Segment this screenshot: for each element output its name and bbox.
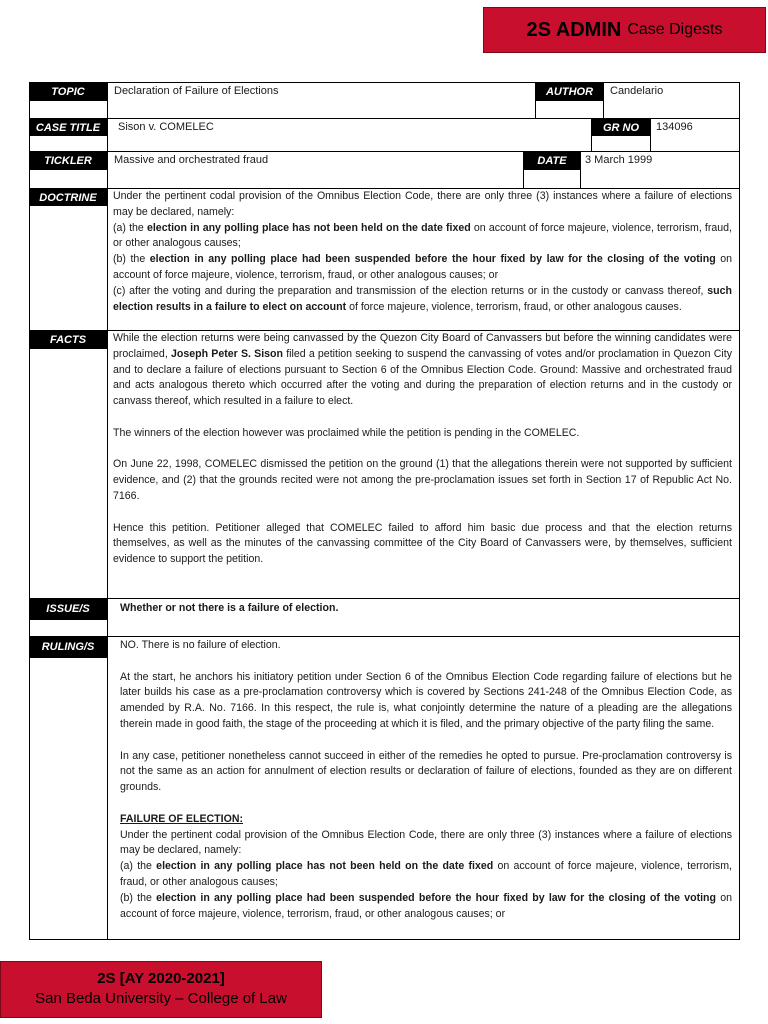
table-divider-grno-value xyxy=(650,118,651,151)
table-row-line xyxy=(29,939,740,940)
table-row-line xyxy=(29,82,740,83)
gr-no-value: 134096 xyxy=(656,121,693,133)
facts-paragraph-1: While the election returns were being canvassed by the Quezon City Board of Canvassers but before the winning candidates were proclaimed, Joseph Peter S. Sison filed a petition seeking to suspend the canvassing of votes and/or proclamation in Quezon City and to declare a failure of elections pursuant to Section 6 of the Omnibus Election Code. Ground: Massive and orchestrated fraud and acts analogous thereto which occurred after the voting and during the preparation of election returns and in the custody or canvass thereof, which resulted in a failure to elect. xyxy=(113,332,733,408)
header-title: 2S ADMIN xyxy=(526,18,622,41)
ruling-paragraph-3: In any case, petitioner nonetheless cannot succeed in either of the remedies he opted to pursue. Pre-proclamation controversy is not the same as an action for annulment of election results or declaration of failure of elections, founded as they are on different grounds. xyxy=(120,749,732,794)
doctrine-item-b: (b) the election in any polling place had been suspended before the hour fixed by law for the closing of the voting on account of force majeure, violence, terrorism, fraud, or other analogous causes; or xyxy=(113,253,732,281)
doctrine-item-a: (a) the election in any polling place has not been held on the date fixed on account of force majeure, violence, terrorism, fraud, or other analogous causes; xyxy=(113,221,733,250)
facts-paragraph-3: On June 22, 1998, COMELEC dismissed the petition on the ground (1) that the allegations therein were not supported by sufficient evidence, and (2) that the grounds recited were not among the pre-proclamation issues set forth in Section 17 of Republic Act No. 7166. xyxy=(113,458,732,502)
topic-value: Declaration of Failure of Elections xyxy=(114,85,279,97)
footer-term: 2S [AY 2020-2021] xyxy=(97,970,225,987)
footer-school: San Beda University – College of Law xyxy=(35,990,287,1007)
facts-paragraph-2: The winners of the election however was proclaimed while the petition is pending in the COMELEC. xyxy=(113,426,580,439)
table-divider-author-value xyxy=(603,82,604,118)
ruling-paragraph-2: At the start, he anchors his initiatory petition under Section 6 of the Omnibus Election Code regarding failure of elections but he later builds his case as a pre-proclamation controversy which is covered by Sections 241-248 of the Omnibus Election Code, as amended by R.A. No. 7166. In this respect, the rule is, what conjointly determine the nature of a pleading are the allegations therein made in good faith, the stage of the proceeding at which it is filed, and the primary objective of the party filing the same. xyxy=(120,670,732,730)
ruling-paragraph-1: NO. There is no failure of election. xyxy=(120,639,281,651)
table-row-line xyxy=(29,151,740,152)
ruling-label: RULING/S xyxy=(29,637,107,657)
table-border-left xyxy=(29,82,30,939)
author-value: Candelario xyxy=(610,85,664,97)
facts-paragraph-4: Hence this petition. Petitioner alleged that COMELEC failed to afford him basic due process and that the election returns themselves, as well as the minutes of the canvassing committee of the City Board of Canvassers were, by themselves, sufficient evidence to support the petition. xyxy=(113,521,732,566)
document-footer-banner xyxy=(0,961,322,1018)
tickler-value: Massive and orchestrated fraud xyxy=(114,154,269,166)
table-row-line xyxy=(29,598,740,599)
issue-label-underline xyxy=(29,619,107,620)
doctrine-label: DOCTRINE xyxy=(29,189,107,206)
table-divider-date-value xyxy=(580,151,581,188)
case-title-value: Sison v. COMELEC xyxy=(118,121,214,133)
case-title-label: CASE TITLE xyxy=(29,119,107,136)
doctrine-item-c: (c) after the voting and during the preparation and transmission of the election returns or in the custody or canvass thereof, such election results in a failure to elect on account of force majeure, violence, terrorism, fraud, or other analogous causes. xyxy=(113,284,732,313)
facts-label: FACTS xyxy=(29,331,107,349)
ruling-item-b: (b) the election in any polling place had been suspended before the hour fixed by law for the closing of the voting on account of force majeure, violence, terrorism, fraud, or other analogous causes; or xyxy=(120,891,733,920)
table-row-line xyxy=(29,636,740,637)
facts-text xyxy=(113,331,732,568)
issue-text: Whether or not there is a failure of election. xyxy=(120,602,339,614)
date-value: 3 March 1999 xyxy=(585,154,653,166)
ruling-item-a: (a) the election in any polling place has not been held on the date fixed on account of force majeure, violence, terrorism, fraud, or other analogous causes; xyxy=(120,860,732,888)
ruling-paragraph-4: Under the pertinent codal provision of the Omnibus Election Code, there are only three (3) instances where a failure of elections may be declared, namely: xyxy=(120,828,732,857)
table-border-right xyxy=(739,82,740,939)
header-subtitle: Case Digests xyxy=(627,21,723,38)
gr-no-label: GR NO xyxy=(592,119,650,136)
ruling-heading: FAILURE OF ELECTION: xyxy=(120,812,244,825)
tickler-label: TICKLER xyxy=(29,152,107,170)
ruling-label-underline xyxy=(29,657,107,658)
ruling-text xyxy=(120,638,732,922)
date-label: DATE xyxy=(524,152,580,170)
table-divider-label xyxy=(107,82,108,939)
topic-label: TOPIC xyxy=(29,83,107,101)
issue-label: ISSUE/S xyxy=(29,599,107,619)
author-label: AUTHOR xyxy=(536,83,603,101)
doctrine-text xyxy=(113,189,732,315)
doctrine-intro: Under the pertinent codal provision of the Omnibus Election Code, there are only three (3) instances where a failure of elections may be declared, namely: xyxy=(113,190,732,218)
document-header-banner xyxy=(483,7,766,53)
